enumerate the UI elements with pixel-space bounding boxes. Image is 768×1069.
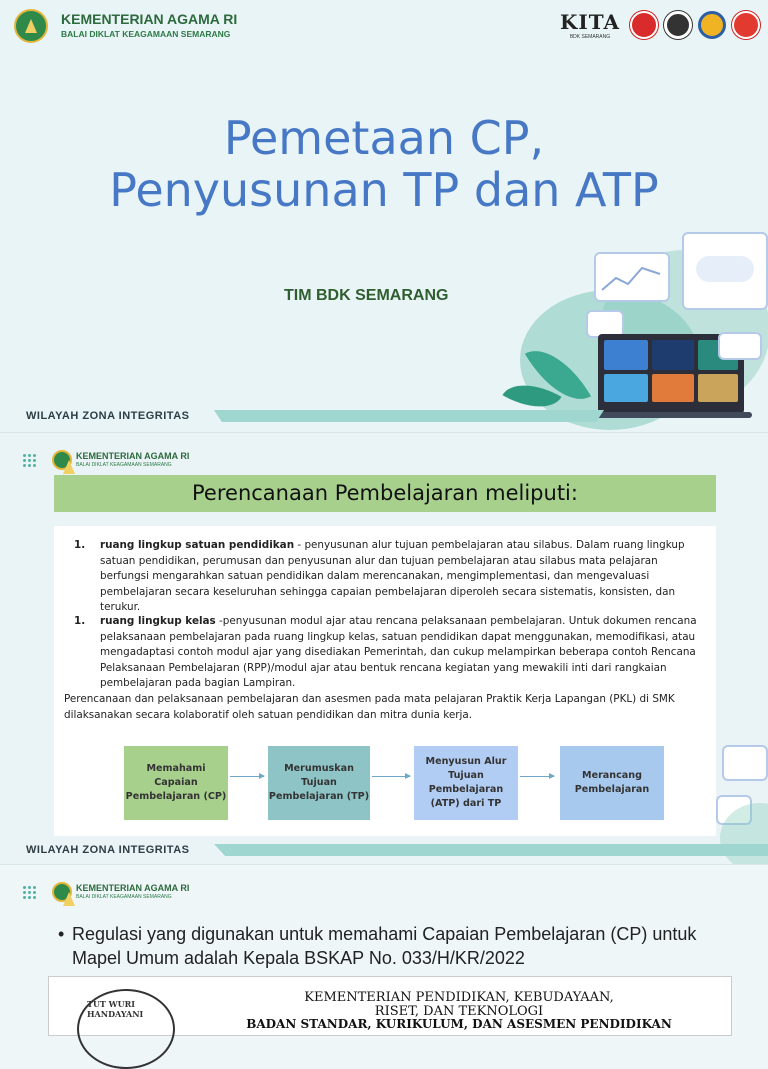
message-card-icon: [682, 232, 768, 310]
online-class-illustration: [440, 230, 768, 430]
list-number: 1.: [74, 539, 86, 551]
footer-accent-bar: [214, 844, 768, 856]
footer-accent-bar: [214, 410, 604, 422]
list-text: [100, 614, 700, 692]
flow-step-label: Memahami Capaian Pembelajaran (CP): [125, 763, 227, 802]
regulation-document: [48, 976, 732, 1036]
flow-step-label: Merumuskan Tujuan Pembelajaran (TP): [268, 763, 370, 802]
org-subtitle: BALAI DIKLAT KEAGAMAAN SEMARANG: [76, 894, 172, 900]
list-text: [100, 538, 700, 616]
partner-logo-gold-icon: [698, 11, 726, 39]
list-bold: ruang lingkup satuan pendidikan: [100, 539, 295, 551]
tut-wuri-handayani-seal: [77, 989, 175, 1069]
list-item: [74, 614, 699, 694]
wilayah-footer: WILAYAH ZONA INTEGRITAS: [26, 844, 190, 856]
kita-logo: [560, 10, 620, 40]
partner-logo-globe-icon: [732, 11, 760, 39]
flow-step-2: [268, 746, 370, 820]
flow-arrow-icon: [372, 776, 410, 777]
list-number: 1.: [74, 615, 86, 627]
kita-logo-sub: BDK SEMARANG: [569, 34, 611, 40]
list-body: -penyusunan modul ajar atau rencana pelaksanaan pembelajaran. Untuk dokumen rencana pelaksanaan pembelajaran pada ruang lingkup kelas, satuan pendidikan dapat menggunakan, memodifikasi, atau mengadaptasi contoh modul ajar yang disediakan Pemerintah, dan cukup melampirkan beberapa contoh Rencana Pelaksanaan Pembelajaran (RPP)/modul ajar atau bentuk rencana kegiatan yang mewakili inti dari rangkaian pembelajaran pada bagian Lampiran.: [100, 615, 697, 689]
slide-title: [0, 0, 768, 432]
org-subtitle: BALAI DIKLAT KEAGAMAAN SEMARANG: [76, 462, 172, 468]
section-heading-bar: [54, 475, 716, 512]
title-line-1: Pemetaan CP,: [223, 111, 545, 165]
bullet-dot: •: [58, 924, 65, 944]
kemenag-logo-icon: [52, 450, 72, 470]
kemenag-logo-icon: [52, 882, 72, 902]
slide-main-title: [0, 112, 768, 216]
partner-logo-red-icon: [630, 11, 658, 39]
flow-step-4: [560, 746, 664, 820]
section-heading: Perencanaan Pembelajaran meliputi:: [192, 481, 578, 505]
flow-step-label: Menyusun Alur Tujuan Pembelajaran (ATP) dari TP: [425, 756, 507, 809]
flow-step-1: [124, 746, 228, 820]
slide-subtitle: TIM BDK SEMARANG: [284, 287, 449, 304]
org-subtitle: BALAI DIKLAT KEAGAMAAN SEMARANG: [61, 29, 231, 39]
partner-logos: [560, 10, 760, 40]
list-bold: ruang lingkup kelas: [100, 615, 216, 627]
dots-grid-icon: [22, 453, 36, 467]
doc-line-2: RISET, DAN TEKNOLOGI: [374, 1004, 544, 1019]
list-body: - penyusunan alur tujuan pembelajaran atau silabus. Dalam ruang lingkup satuan pendidikan, perumusan dan penyusunan alur dan tujuan pembelajaran atau silabus mata pelajaran berfungsi mengarahkan satuan pendidikan dalam merencanakan, mengimplementasi, dan mengevaluasi pembelajaran secara keseluruhan sehingga capaian pembelajaran diperoleh secara sistematis, konsisten, dan terukur.: [100, 539, 685, 613]
flow-step-label: Merancang Pembelajaran: [574, 770, 650, 795]
flow-step-3: [414, 746, 518, 820]
wilayah-footer: WILAYAH ZONA INTEGRITAS: [26, 410, 190, 422]
dots-grid-icon: [22, 885, 36, 899]
flow-arrow-icon: [230, 776, 264, 777]
seal-text: TUT WURI HANDAYANI: [87, 999, 144, 1019]
small-card-icon: [718, 332, 762, 360]
doc-line-1: KEMENTERIAN PENDIDIKAN, KEBUDAYAAN,: [304, 990, 614, 1005]
list-item: [74, 538, 699, 618]
org-title: KEMENTERIAN AGAMA RI: [76, 451, 190, 461]
partner-logo-dark-icon: [664, 11, 692, 39]
bullet-text: Regulasi yang digunakan untuk memahami Capaian Pembelajaran (CP) untuk Mapel Umum adalah Kepala BSKAP No. 033/H/KR/2022: [72, 924, 697, 968]
laptop-base-icon: [590, 412, 752, 418]
title-line-2: Penyusunan TP dan ATP: [109, 163, 659, 217]
flow-arrow-icon: [520, 776, 554, 777]
kemenag-logo-icon: [14, 9, 48, 43]
kita-logo-text: KITA: [559, 10, 620, 34]
paragraph: Perencanaan dan pelaksanaan pembelajaran dan asesmen pada mata pelajaran Praktik Kerja Lapangan (PKL) di SMK dilaksanakan secara kolaboratif oleh satuan pendidikan dan mitra dunia kerja.: [64, 693, 675, 721]
doc-line-3: BADAN STANDAR, KURIKULUM, DAN ASESMEN PENDIDIKAN: [246, 1017, 672, 1031]
org-title: KEMENTERIAN AGAMA RI: [61, 11, 238, 27]
side-card-icon: [722, 745, 768, 781]
chart-card-icon: [594, 252, 670, 302]
content-card: [54, 526, 716, 836]
org-title: KEMENTERIAN AGAMA RI: [76, 883, 190, 893]
